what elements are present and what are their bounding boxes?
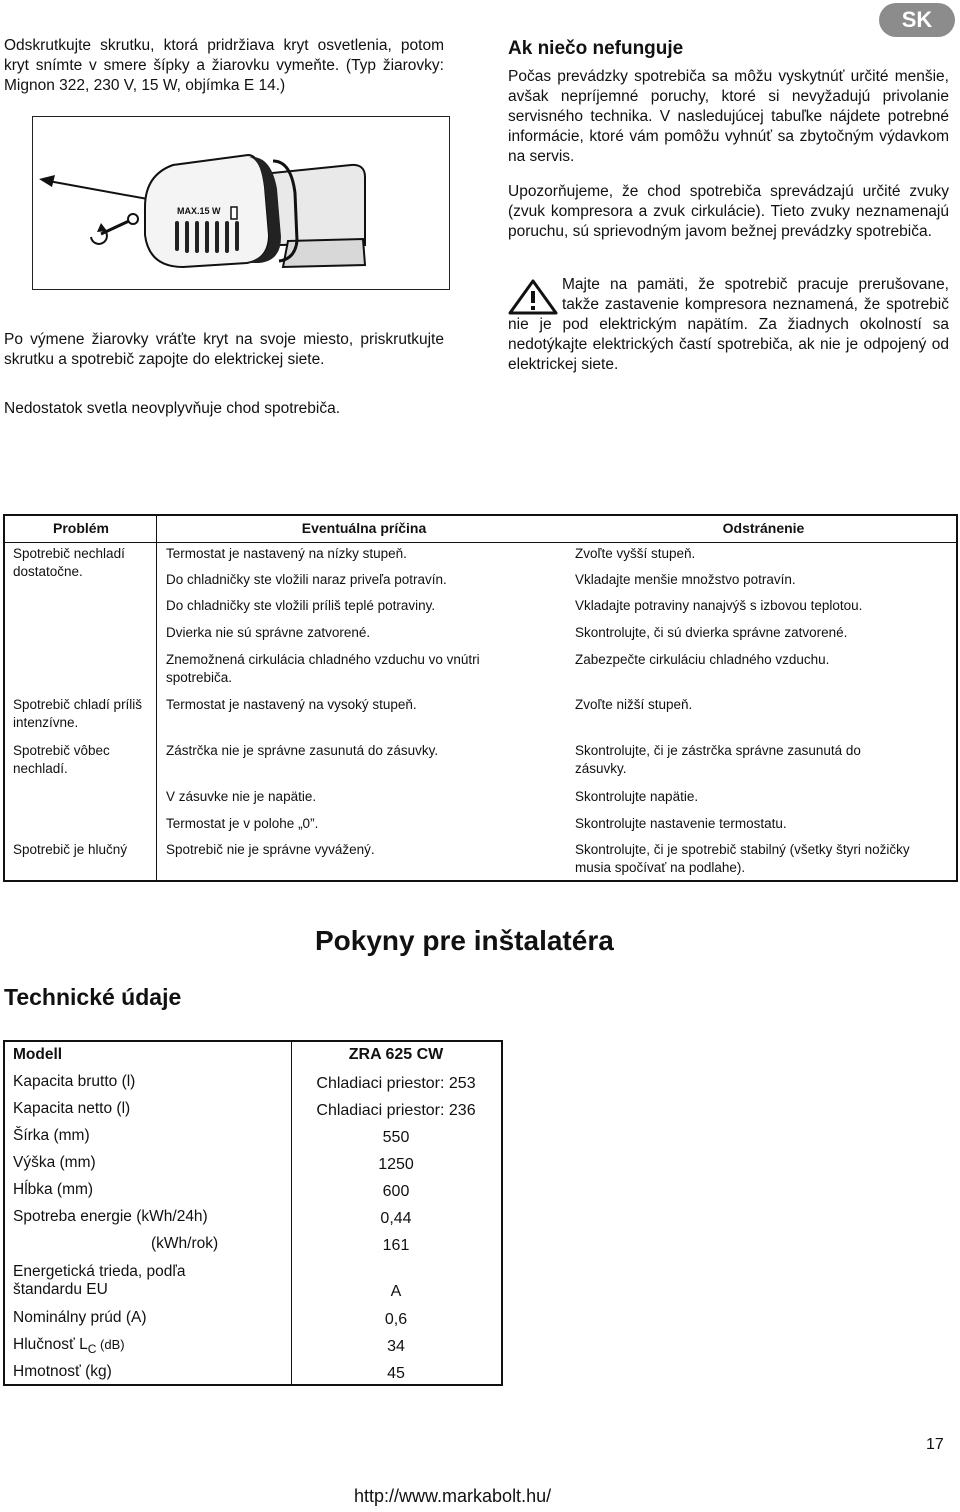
fix-cell: Skontrolujte nastavenie termostatu. bbox=[575, 816, 787, 831]
spec-label: Modell bbox=[13, 1046, 63, 1063]
spec-value: Chladiaci priestor: 253 bbox=[316, 1075, 476, 1092]
col-header-problem: Problém bbox=[52, 520, 109, 536]
footer-url: http://www.markabolt.hu/ bbox=[354, 1486, 552, 1506]
warning-triangle-icon bbox=[508, 279, 558, 315]
fix-cell: Vkladajte potraviny nanajvýš s izbovou teplotou. bbox=[575, 598, 863, 613]
problem-cell: Spotrebič nechladí dostatočne. bbox=[13, 546, 125, 579]
problem-cell: Spotrebič vôbec nechladí. bbox=[13, 743, 110, 776]
cause-cell: Termostat je nastavený na vysoký stupeň. bbox=[166, 697, 417, 712]
spec-table bbox=[3, 1040, 503, 1386]
light-cover-illustration bbox=[32, 116, 450, 290]
spec-value: 45 bbox=[387, 1365, 405, 1382]
col-header-fix: Odstránenie bbox=[722, 520, 805, 536]
cause-cell: V zásuvke nie je napätie. bbox=[166, 789, 317, 804]
warning-block bbox=[508, 275, 949, 375]
bulb-replace-instructions: Odskrutkujte skrutku, ktorá pridržiava kryt osvetlenia, potom kryt snímte v smere šípky a žiarovku vymeňte. (Typ žiarovky: Mignon 322, 230 V, 15 W, objímka E 14.) bbox=[4, 37, 444, 94]
problem-cell: Spotrebič je hlučný bbox=[13, 842, 128, 857]
spec-label: Kapacita brutto (l) bbox=[13, 1073, 136, 1090]
spec-value: ZRA 625 CW bbox=[348, 1046, 444, 1063]
spec-value: A bbox=[390, 1283, 402, 1300]
troubleshooting-intro: Počas prevádzky spotrebiča sa môžu vyskytnúť určité menšie, avšak nepríjemné poruchy, ktoré si nevyžadujú privolanie servisného technika. V nasledujúcej tabuľke nájdete potrebné informácie, ktoré vám pomôžu vyhnúť sa zbytočným výdavkom na servis. bbox=[508, 68, 949, 165]
spec-label: Kapacita netto (l) bbox=[13, 1100, 131, 1117]
spec-value: 550 bbox=[382, 1129, 410, 1146]
spec-value: Chladiaci priestor: 236 bbox=[316, 1102, 476, 1119]
fix-cell: Zvoľte nižší stupeň. bbox=[575, 697, 693, 712]
spec-label bbox=[13, 1336, 125, 1358]
cause-cell: Do chladničky ste vložili príliš teplé potraviny. bbox=[166, 598, 436, 613]
noise-note: Upozorňujeme, že chod spotrebiča sprevádzajú určité zvuky (zvuk kompresora a zvuk cirkulácie). Tieto zvuky neznamenajú poruchu, sú sprievodným javom bežnej prevádzky spotrebiča. bbox=[508, 183, 949, 240]
spec-label: Nominálny prúd (A) bbox=[13, 1309, 147, 1326]
tech-data-heading: Technické údaje bbox=[4, 984, 182, 1010]
fix-cell: Skontrolujte, či je zástrčka správne zasunutá do zásuvky. bbox=[575, 743, 861, 776]
cause-cell: Termostat je nastavený na nízky stupeň. bbox=[166, 546, 407, 561]
spec-label-main: Hlučnosť L bbox=[13, 1336, 88, 1353]
spec-value: 161 bbox=[382, 1237, 410, 1254]
fix-cell: Skontrolujte, či sú dvierka správne zatvorené. bbox=[575, 625, 848, 640]
cause-cell: Do chladničky ste vložili naraz priveľa potravín. bbox=[166, 572, 447, 587]
light-cover-drawing bbox=[33, 117, 448, 288]
troubleshooting-heading: Ak niečo nefunguje bbox=[508, 38, 684, 59]
max-wattage-label: MAX.15 W bbox=[177, 206, 221, 216]
spec-value: 0,44 bbox=[380, 1210, 412, 1227]
spec-value: 600 bbox=[382, 1183, 410, 1200]
spec-value: 1250 bbox=[378, 1156, 414, 1173]
spec-label: Energetická trieda, podľa štandardu EU bbox=[13, 1263, 186, 1298]
language-badge: SK bbox=[879, 3, 955, 37]
spec-value: 34 bbox=[387, 1338, 405, 1355]
spec-label: (kWh/rok) bbox=[151, 1235, 219, 1252]
fix-cell: Vkladajte menšie množstvo potravín. bbox=[575, 572, 796, 587]
cause-cell: Zástrčka nie je správne zasunutá do zásuvky. bbox=[166, 743, 439, 758]
spec-label: Hmotnosť (kg) bbox=[13, 1363, 112, 1380]
cause-cell: Spotrebič nie je správne vyvážený. bbox=[166, 842, 375, 857]
fix-cell: Skontrolujte napätie. bbox=[575, 789, 699, 804]
fix-cell: Skontrolujte, či je spotrebič stabilný (všetky štyri nožičky musia spočívať na podlahe). bbox=[575, 842, 910, 875]
warning-text: Majte na pamäti, že spotrebič pracuje prerušovane, takže zastavenie kompresora neznamená, že spotrebič nie je pod elektrickým napätím. Za žiadnych okolností sa nedotýkajte elektrických častí spotrebiča, ak nie je odpojený od elektrickej siete. bbox=[508, 276, 949, 373]
spec-label-unit: (dB) bbox=[96, 1337, 125, 1352]
spec-label: Spotreba energie (kWh/24h) bbox=[13, 1208, 208, 1225]
problem-cell: Spotrebič chladí príliš intenzívne. bbox=[13, 697, 143, 730]
col-header-cause: Eventuálna príčina bbox=[301, 520, 427, 536]
fix-cell: Zvoľte vyšší stupeň. bbox=[575, 546, 696, 561]
cause-cell: Dvierka nie sú správne zatvorené. bbox=[166, 625, 371, 640]
fix-cell: Zabezpečte cirkuláciu chladného vzduchu. bbox=[575, 652, 830, 667]
installer-heading: Pokyny pre inštalatéra bbox=[315, 925, 614, 956]
page-number: 17 bbox=[926, 1436, 944, 1453]
spec-label: Hĺbka (mm) bbox=[13, 1181, 94, 1198]
cause-cell: Znemožnená cirkulácia chladného vzduchu vo vnútri spotrebiča. bbox=[166, 652, 480, 685]
spec-label-sub: C bbox=[87, 1342, 97, 1357]
spec-label: Výška (mm) bbox=[13, 1154, 96, 1171]
spec-value: 0,6 bbox=[384, 1311, 408, 1328]
after-replacement-text: Po výmene žiarovky vráťte kryt na svoje miesto, priskrutkujte skrutku a spotrebič zapojte do elektrickej siete. bbox=[4, 331, 444, 368]
troubleshooting-table bbox=[3, 514, 958, 882]
cause-cell: Termostat je v polohe „0”. bbox=[166, 816, 319, 831]
spec-label: Šírka (mm) bbox=[13, 1127, 90, 1144]
light-note: Nedostatok svetla neovplyvňuje chod spotrebiča. bbox=[4, 400, 341, 417]
